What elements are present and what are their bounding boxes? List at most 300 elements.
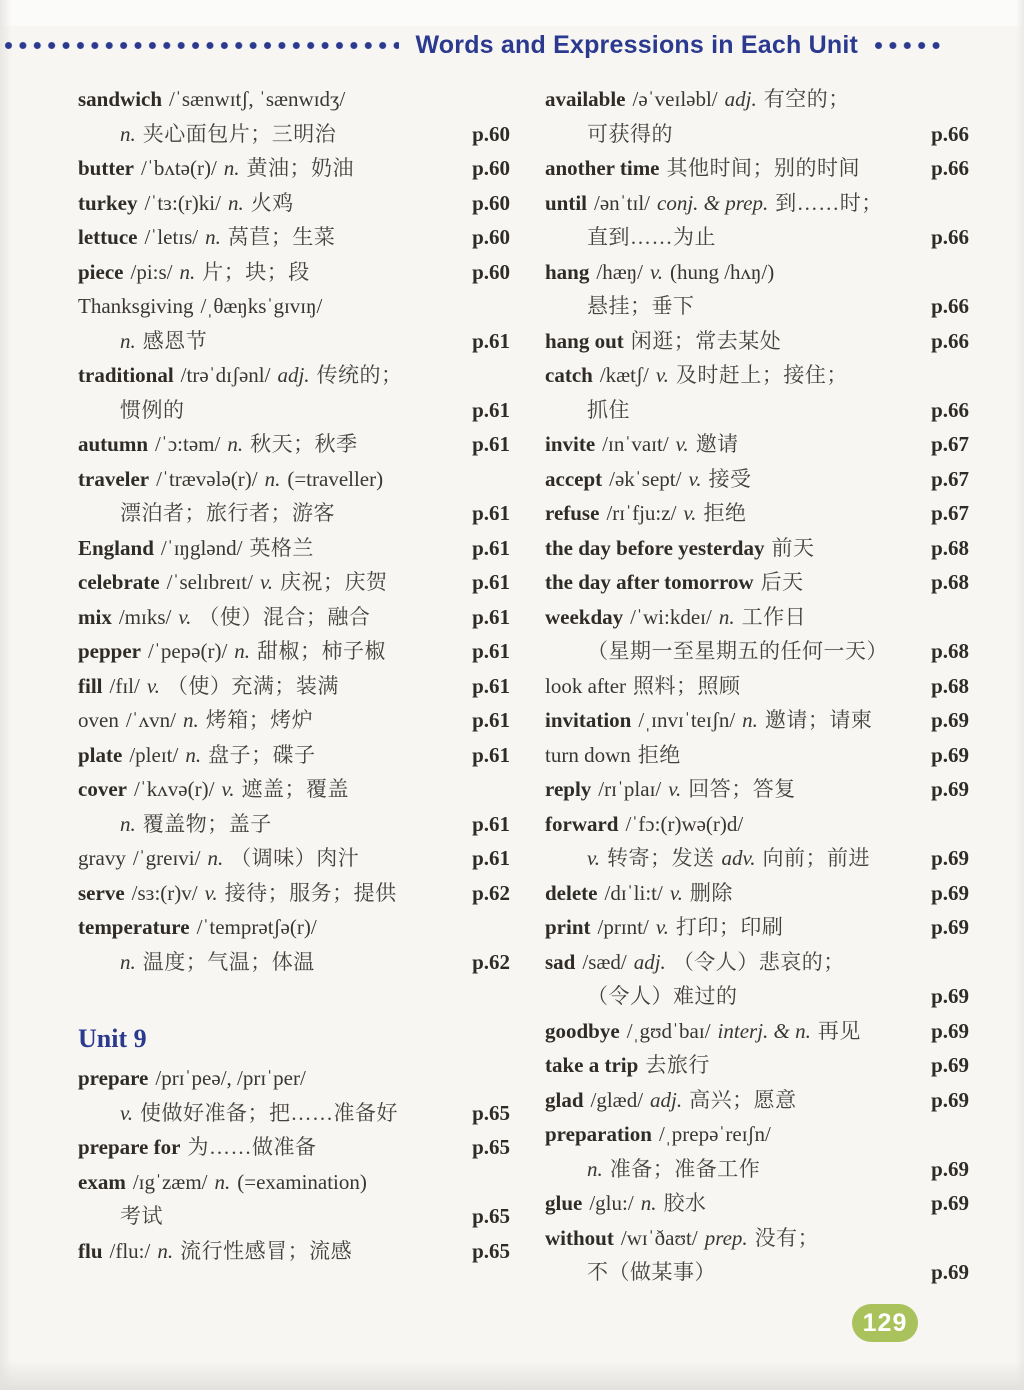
page-ref: p.60 xyxy=(472,190,510,215)
chinese-gloss: 邀请 xyxy=(695,432,739,456)
annotation: (=traveller) xyxy=(287,466,384,491)
vocab-entry-line xyxy=(545,910,969,945)
page-ref: p.69 xyxy=(931,777,969,801)
vocab-entry-line xyxy=(545,807,969,842)
chinese-gloss: 烤箱；烤炉 xyxy=(205,708,314,732)
vocab-entry-line xyxy=(545,220,969,255)
chinese-gloss: 到……时； xyxy=(775,190,883,215)
vocab-entry-line xyxy=(545,1014,969,1049)
chinese-gloss: 遮盖；覆盖 xyxy=(241,777,349,801)
chinese-gloss: 悬挂；垂下 xyxy=(587,294,695,318)
headword: gravy xyxy=(78,846,126,870)
headword: another time xyxy=(545,156,660,180)
chinese-gloss: （调味）肉汁 xyxy=(230,846,360,870)
chinese-gloss: （使）混合；融合 xyxy=(198,604,371,629)
phonetic: /ˈtemprətʃə(r)/ xyxy=(196,915,317,939)
phonetic: /glu:/ xyxy=(589,1191,634,1215)
phonetic: /ˈɔ:təm/ xyxy=(155,432,221,456)
vocab-entry-line xyxy=(78,669,510,704)
vocab-entry-line xyxy=(78,1061,510,1096)
headword: hang xyxy=(545,259,590,284)
dotted-rule-icon xyxy=(874,41,946,50)
chinese-gloss: 准备；准备工作 xyxy=(609,1156,761,1181)
part-of-speech: adj. xyxy=(633,949,666,974)
part-of-speech: adj. xyxy=(724,87,757,111)
vocab-entry-line xyxy=(78,358,510,393)
page-ref: p.66 xyxy=(931,294,969,318)
chinese-gloss: 盘子；碟子 xyxy=(208,742,316,767)
vocab-entry-line xyxy=(78,703,510,738)
part-of-speech: v. xyxy=(649,259,663,284)
chinese-gloss: 前天 xyxy=(771,535,815,560)
chinese-gloss: 漂泊者；旅行者；游客 xyxy=(120,501,335,525)
headword: turn down xyxy=(545,742,631,767)
phonetic: /pleɪt/ xyxy=(129,742,179,767)
chinese-gloss: 拒绝 xyxy=(637,742,681,767)
part-of-speech: v. xyxy=(178,604,192,629)
vocab-entry-line xyxy=(78,186,510,221)
chinese-gloss: 打印；印刷 xyxy=(675,915,784,939)
vocab-entry-line xyxy=(545,841,969,876)
chinese-gloss: 温度；气温；体温 xyxy=(142,949,315,974)
part-of-speech: v. xyxy=(688,466,702,491)
part-of-speech: n. xyxy=(234,639,251,663)
part-of-speech: n. xyxy=(120,811,136,836)
headword: invite xyxy=(545,432,596,456)
vocab-entry-line xyxy=(78,393,510,428)
part-of-speech: v. xyxy=(259,570,273,594)
part-of-speech: n. xyxy=(264,466,281,491)
headword: plate xyxy=(78,742,123,767)
vocab-entry-line xyxy=(545,255,969,290)
phonetic: /rɪˈfju:z/ xyxy=(606,501,677,525)
part-of-speech: adv. xyxy=(721,846,756,870)
part-of-speech: v. xyxy=(120,1100,134,1125)
phonetic: /ˈtɜ:(r)ki/ xyxy=(144,190,221,215)
headword: hang out xyxy=(545,328,624,353)
part-of-speech: adj. xyxy=(650,1087,683,1112)
page-ref: p.62 xyxy=(472,949,510,974)
chinese-gloss: 接受 xyxy=(708,466,752,491)
part-of-speech: conj. & prep. xyxy=(657,190,769,215)
page-ref: p.69 xyxy=(931,1260,969,1284)
phonetic: /wɪˈðaʊt/ xyxy=(620,1225,698,1250)
phonetic: /sɜ:(r)v/ xyxy=(131,880,198,905)
page-ref: p.69 xyxy=(931,1053,969,1077)
chinese-gloss: 其他时间；别的时间 xyxy=(666,156,861,180)
vocab-columns xyxy=(78,82,969,1290)
headword: look after xyxy=(545,673,627,698)
page-ref: p.61 xyxy=(472,708,510,732)
headword: catch xyxy=(545,363,593,387)
headword: glad xyxy=(545,1087,584,1112)
page-ref: p.61 xyxy=(472,639,510,663)
chinese-gloss: 传统的； xyxy=(316,363,403,387)
chinese-gloss: 感恩节 xyxy=(142,328,208,353)
page-ref: p.61 xyxy=(472,328,510,353)
part-of-speech: n. xyxy=(223,156,240,180)
phonetic: /əkˈsept/ xyxy=(609,466,682,491)
chinese-gloss: 没有； xyxy=(754,1225,820,1250)
page-number-badge: 129 xyxy=(852,1304,918,1342)
vocab-entry-line xyxy=(545,393,969,428)
page-ref: p.60 xyxy=(472,259,510,284)
headword: mix xyxy=(78,604,112,629)
headword: butter xyxy=(78,156,134,180)
vocab-entry-line xyxy=(78,289,510,324)
vocab-entry-line xyxy=(78,600,510,635)
chinese-gloss: 拒绝 xyxy=(703,501,747,525)
page-ref: p.61 xyxy=(472,570,510,594)
chinese-gloss: 照料；照顾 xyxy=(633,673,741,698)
phonetic: /ˈpepə(r)/ xyxy=(148,639,228,663)
page-ref: p.61 xyxy=(472,742,510,767)
headword: weekday xyxy=(545,604,624,629)
headword: sad xyxy=(545,949,576,974)
column-spacer xyxy=(78,979,510,1015)
part-of-speech: v. xyxy=(221,777,235,801)
vocab-entry-line xyxy=(78,82,510,117)
page-ref: p.68 xyxy=(931,639,969,663)
vocab-entry-line xyxy=(545,1221,969,1256)
chinese-gloss: 不（做某事） xyxy=(587,1260,716,1284)
part-of-speech: n. xyxy=(227,190,244,215)
phonetic: /ɪgˈzæm/ xyxy=(132,1169,208,1194)
page-ref: p.60 xyxy=(472,156,510,180)
chinese-gloss: （令人）难过的 xyxy=(587,984,738,1008)
vocab-entry-line xyxy=(78,634,510,669)
chinese-gloss: 黄油；奶油 xyxy=(246,156,355,180)
headword: sandwich xyxy=(78,87,163,111)
headword: reply xyxy=(545,777,592,801)
chinese-gloss: 覆盖物；盖子 xyxy=(142,811,272,836)
vocab-entry-line xyxy=(545,186,969,221)
chinese-gloss: 再见 xyxy=(817,1018,861,1043)
headword: oven xyxy=(78,708,119,732)
page-ref: p.61 xyxy=(472,535,510,560)
chinese-gloss: （使）充满；装满 xyxy=(166,673,339,698)
phonetic: /ˈbʌtə(r)/ xyxy=(141,156,217,180)
phonetic: /prɪnt/ xyxy=(597,915,649,939)
part-of-speech: v. xyxy=(683,501,697,525)
vocab-entry-line xyxy=(78,945,510,980)
page-ref: p.65 xyxy=(472,1100,510,1125)
vocab-entry-line xyxy=(545,1186,969,1221)
chinese-gloss: 后天 xyxy=(760,570,804,594)
phonetic: /dɪˈli:t/ xyxy=(604,880,663,905)
vocab-entry-line xyxy=(78,1234,510,1269)
headword: goodbye xyxy=(545,1018,620,1043)
vocab-entry-line xyxy=(78,462,510,497)
chinese-gloss: 邀请；请柬 xyxy=(764,708,873,732)
page-ref: p.66 xyxy=(931,225,969,249)
page-ref: p.61 xyxy=(472,432,510,456)
part-of-speech: v. xyxy=(655,915,669,939)
chinese-gloss: 直到……为止 xyxy=(587,225,716,249)
phonetic: /ˈsænwɪtʃ, ˈsænwɪdʒ/ xyxy=(169,87,346,111)
headword: traveler xyxy=(78,466,150,491)
page-ref: p.69 xyxy=(931,984,969,1008)
chinese-gloss: 为……做准备 xyxy=(187,1135,317,1159)
chinese-gloss: 使做好准备；把……准备好 xyxy=(140,1100,399,1125)
phonetic: /kætʃ/ xyxy=(599,363,649,387)
chinese-gloss: 接待；服务；提供 xyxy=(224,880,397,905)
vocab-entry-line xyxy=(545,634,969,669)
vocab-column-right xyxy=(545,82,969,1290)
phonetic: /rɪˈplaɪ/ xyxy=(598,777,662,801)
headword: pepper xyxy=(78,639,141,663)
vocab-entry-line xyxy=(78,1130,510,1165)
part-of-speech: n. xyxy=(179,259,196,284)
part-of-speech: v. xyxy=(587,846,601,870)
page-ref: p.69 xyxy=(931,846,969,870)
chinese-gloss: 考试 xyxy=(120,1204,163,1228)
vocab-entry-line xyxy=(545,945,969,980)
unit-heading: Unit 9 xyxy=(78,1024,147,1053)
chinese-gloss: 片；块；段 xyxy=(202,259,310,284)
chinese-gloss: 火鸡 xyxy=(250,190,294,215)
phonetic: /pi:s/ xyxy=(130,259,173,284)
page-ref: p.69 xyxy=(931,1087,969,1112)
chinese-gloss: 向前；前进 xyxy=(762,846,871,870)
vocab-entry-line xyxy=(78,738,510,773)
chinese-gloss: 流行性感冒；流感 xyxy=(180,1238,353,1263)
chinese-gloss: 及时赶上；接住； xyxy=(675,363,848,387)
page-ref: p.60 xyxy=(472,121,510,146)
headword: delete xyxy=(545,880,598,905)
chinese-gloss: 秋天；秋季 xyxy=(250,432,358,456)
phonetic: /ˈletɪs/ xyxy=(144,225,199,249)
vocab-entry-line xyxy=(78,565,510,600)
headword: piece xyxy=(78,259,124,284)
vocab-entry-line xyxy=(545,876,969,911)
page-ref: p.67 xyxy=(931,432,969,456)
vocab-entry-line xyxy=(545,669,969,704)
chinese-gloss: 英格兰 xyxy=(249,535,314,560)
headword: England xyxy=(78,535,154,560)
chinese-gloss: 胶水 xyxy=(663,1191,707,1215)
phonetic: /ˌɪnvɪˈteɪʃn/ xyxy=(638,708,736,732)
vocab-entry-line xyxy=(78,151,510,186)
vocab-entry-line xyxy=(78,220,510,255)
phonetic: /ˈselɪbreɪt/ xyxy=(166,570,253,594)
part-of-speech: n. xyxy=(587,1156,603,1181)
page-ref: p.65 xyxy=(472,1135,510,1159)
phonetic: /flu:/ xyxy=(109,1238,151,1263)
headword: Thanksgiving xyxy=(78,294,194,318)
vocab-entry-line xyxy=(78,531,510,566)
vocab-entry-line xyxy=(78,910,510,945)
vocab-entry-line xyxy=(545,1117,969,1152)
page-ref: p.61 xyxy=(472,673,510,698)
vocab-entry-line xyxy=(78,807,510,842)
phonetic: /ɪnˈvaɪt/ xyxy=(602,432,669,456)
page-left-edge xyxy=(0,0,12,1390)
headword: serve xyxy=(78,880,125,905)
vocab-entry-line xyxy=(78,427,510,462)
chinese-gloss: 惯例的 xyxy=(120,397,185,422)
part-of-speech: v. xyxy=(146,673,160,698)
phonetic: /ˈgreɪvi/ xyxy=(132,846,201,870)
part-of-speech: v. xyxy=(668,777,682,801)
part-of-speech: n. xyxy=(157,1238,174,1263)
part-of-speech: n. xyxy=(207,846,224,870)
vocab-entry-line xyxy=(78,1096,510,1131)
headword: glue xyxy=(545,1191,583,1215)
phonetic: /glæd/ xyxy=(590,1087,644,1112)
vocab-entry-line xyxy=(78,1165,510,1200)
vocab-entry-line xyxy=(545,82,969,117)
part-of-speech: n. xyxy=(120,949,136,974)
chinese-gloss: 甜椒；柿子椒 xyxy=(257,639,387,663)
chinese-gloss: 去旅行 xyxy=(645,1053,710,1077)
vocab-entry-line xyxy=(545,600,969,635)
headword: cover xyxy=(78,777,127,801)
vocab-entry-line xyxy=(545,496,969,531)
headword: until xyxy=(545,190,588,215)
page-ref: p.61 xyxy=(472,811,510,836)
vocab-entry-line xyxy=(78,255,510,290)
vocab-entry-line xyxy=(545,117,969,152)
page-ref: p.66 xyxy=(931,121,969,146)
page-ref: p.68 xyxy=(931,535,969,560)
page-top-margin xyxy=(0,0,1024,26)
chinese-gloss: 删除 xyxy=(689,880,733,905)
page-ref: p.69 xyxy=(931,1156,969,1181)
page-ref: p.65 xyxy=(472,1238,510,1263)
vocab-entry-line xyxy=(545,531,969,566)
phonetic: /ˈtrævələ(r)/ xyxy=(156,466,258,491)
phonetic: /sæd/ xyxy=(582,949,627,974)
phonetic: /prɪˈpeə/, /prɪˈper/ xyxy=(155,1066,306,1090)
part-of-speech: n. xyxy=(227,432,244,456)
part-of-speech: prep. xyxy=(704,1225,748,1250)
part-of-speech: interj. & n. xyxy=(717,1018,811,1043)
page-ref: p.66 xyxy=(931,397,969,422)
headword: traditional xyxy=(78,363,174,387)
chinese-gloss: 工作日 xyxy=(741,604,807,629)
phonetic: /ˌθæŋksˈgɪvɪŋ/ xyxy=(200,294,323,318)
vocab-entry-line xyxy=(78,841,510,876)
vocab-column-left xyxy=(78,82,510,1290)
page-ref: p.69 xyxy=(931,742,969,767)
page-title: Words and Expressions in Each Unit xyxy=(415,30,858,59)
phonetic: /ˌgʊdˈbaɪ/ xyxy=(626,1018,711,1043)
part-of-speech: n. xyxy=(742,708,758,732)
part-of-speech: n. xyxy=(185,742,202,767)
headword: lettuce xyxy=(78,225,138,249)
page-ref: p.61 xyxy=(472,501,510,525)
phonetic: /ˈwi:kdeɪ/ xyxy=(630,604,712,629)
annotation: (=examination) xyxy=(237,1169,367,1194)
page-ref: p.69 xyxy=(931,708,969,732)
vocab-entry-line xyxy=(78,1199,510,1234)
chinese-gloss: 抓住 xyxy=(587,397,630,422)
vocab-entry-line xyxy=(545,1152,969,1187)
phonetic: /ˈɪŋglənd/ xyxy=(160,535,243,560)
vocab-entry-line xyxy=(545,738,969,773)
vocab-entry-line xyxy=(78,324,510,359)
vocab-entry-line xyxy=(545,565,969,600)
part-of-speech: v. xyxy=(204,880,218,905)
part-of-speech: n. xyxy=(640,1191,657,1215)
chinese-gloss: 转寄；发送 xyxy=(607,846,715,870)
chinese-gloss: 回答；答复 xyxy=(688,777,796,801)
vocab-entry-line xyxy=(545,772,969,807)
page-ref: p.68 xyxy=(931,570,969,594)
headword: celebrate xyxy=(78,570,160,594)
phonetic: /ənˈtɪl/ xyxy=(594,190,651,215)
page-ref: p.60 xyxy=(472,225,510,249)
page-ref: p.69 xyxy=(931,1191,969,1215)
vocab-entry-line xyxy=(545,1083,969,1118)
headword: preparation xyxy=(545,1122,652,1146)
part-of-speech: n. xyxy=(120,328,136,353)
vocab-entry-line xyxy=(545,358,969,393)
phonetic: /əˈveɪləbl/ xyxy=(632,87,718,111)
page-bottom-edge xyxy=(0,1360,1024,1390)
part-of-speech: v. xyxy=(675,432,689,456)
headword: forward xyxy=(545,811,619,836)
headword: exam xyxy=(78,1169,126,1194)
vocab-entry-line xyxy=(545,1255,969,1290)
chinese-gloss: （令人）悲哀的； xyxy=(672,949,845,974)
vocab-entry-line xyxy=(545,151,969,186)
chinese-gloss: 庆祝；庆贺 xyxy=(279,570,388,594)
page-ref: p.69 xyxy=(931,915,969,939)
vocab-entry-line xyxy=(545,703,969,738)
page-ref: p.61 xyxy=(472,846,510,870)
page-ref: p.69 xyxy=(931,880,969,905)
chinese-gloss: 闲逛；常去某处 xyxy=(630,328,782,353)
page-header xyxy=(0,30,1024,60)
vocab-entry-line xyxy=(545,427,969,462)
chinese-gloss: 高兴；愿意 xyxy=(689,1087,797,1112)
chinese-gloss: 有空的； xyxy=(763,87,850,111)
vocab-entry-line xyxy=(545,1048,969,1083)
page-ref: p.68 xyxy=(931,673,969,698)
vocab-entry-line xyxy=(545,979,969,1014)
page-ref: p.65 xyxy=(472,1204,510,1228)
part-of-speech: n. xyxy=(205,225,221,249)
vocab-entry-line xyxy=(78,496,510,531)
headword: turkey xyxy=(78,190,138,215)
vocab-entry-line xyxy=(545,289,969,324)
headword: take a trip xyxy=(545,1053,639,1077)
vocab-entry-line xyxy=(545,324,969,359)
headword: flu xyxy=(78,1238,103,1263)
headword: accept xyxy=(545,466,603,491)
headword: temperature xyxy=(78,915,190,939)
vocab-entry-line xyxy=(545,462,969,497)
annotation: (hung /hʌŋ/) xyxy=(669,259,775,284)
page-ref: p.69 xyxy=(931,1018,969,1043)
page-ref: p.62 xyxy=(472,880,510,905)
part-of-speech: n. xyxy=(183,708,199,732)
vocab-entry-line xyxy=(78,876,510,911)
headword: prepare xyxy=(78,1066,149,1090)
phonetic: /ˈfɔ:(r)wə(r)d/ xyxy=(625,811,744,836)
part-of-speech: n. xyxy=(718,604,735,629)
headword: the day before yesterday xyxy=(545,535,765,560)
phonetic: /fɪl/ xyxy=(109,673,140,698)
part-of-speech: v. xyxy=(655,363,669,387)
headword: fill xyxy=(78,673,103,698)
chinese-gloss: 可获得的 xyxy=(587,121,673,146)
phonetic: /trəˈdɪʃənl/ xyxy=(180,363,271,387)
headword: refuse xyxy=(545,501,600,525)
page-ref: p.61 xyxy=(472,604,510,629)
